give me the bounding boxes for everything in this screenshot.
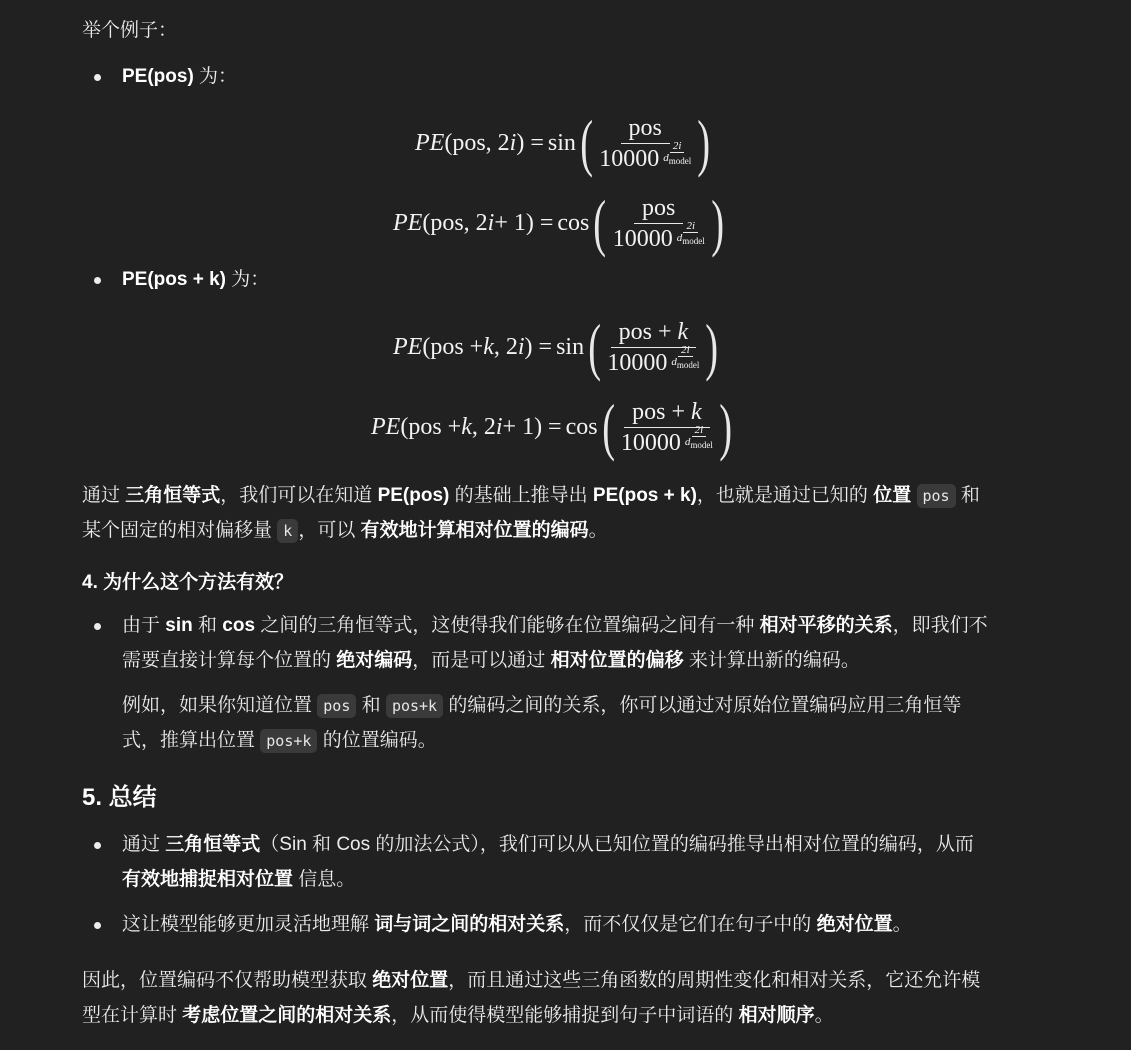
inline-code: k <box>277 519 298 543</box>
intro-text: 举个例子： <box>82 20 178 41</box>
inline-code: pos <box>917 484 956 508</box>
heading-section-5: 5. 总结 <box>82 784 157 811</box>
inline-code: pos <box>317 694 356 718</box>
section4-example-line1: 例如，如果你知道位置 pos 和 pos+k 的编码之间的关系，你可以通过对原始位置编码应用三角恒等 <box>122 695 962 716</box>
equation-pe-k-sin: PE (pos + k , 2 i ) = sin ( pos + k 10000 2i $d_{model}$ ) <box>393 311 719 382</box>
bullet-dot <box>94 74 101 81</box>
equation-pe-cos: PE (pos, 2 i + 1) = cos ( pos 10000 2i $d_{model}$ ) <box>393 187 724 258</box>
conclusion-line2: 型在计算时 考虑位置之间的相对关系，从而使得模型能够捕捉到句子中词语的 相对顺序。 <box>82 1005 834 1026</box>
section4-bullet-line1: 由于 sin 和 cos 之间的三角恒等式，这使得我们能够在位置编码之间有一种 相对平移的关系，即我们不 <box>122 615 988 636</box>
bullet-dot <box>94 277 101 284</box>
equation-pe-k-cos: PE (pos + k , 2 i + 1) = cos ( pos + k 10000 2i $d_{model}$ ) <box>371 391 732 462</box>
equation-pe-sin: PE (pos, 2 i ) = sin ( pos 10000 2i $d_{model}$ ) <box>415 107 711 178</box>
section5-bullet1-line1: 通过 三角恒等式（Sin 和 Cos 的加法公式），我们可以从已知位置的编码推导出相对位置的编码，从而 <box>122 834 974 855</box>
section5-bullet1-line2: 有效地捕捉相对位置 信息。 <box>122 869 356 890</box>
paragraph-identity-line2: 某个固定的相对偏移量 k ，可以 有效地计算相对位置的编码。 <box>82 520 608 541</box>
heading-section-4: 4. 为什么这个方法有效？ <box>82 572 294 593</box>
section4-example-line2: 式，推算出位置 pos+k 的位置编码。 <box>122 730 437 751</box>
bullet-pe-pos: PE(pos) 为： <box>122 66 238 87</box>
bullet-pe-pos-k: PE(pos + k) 为： <box>122 269 270 290</box>
inline-code: pos+k <box>260 729 317 753</box>
bullet-dot <box>94 922 101 929</box>
section5-bullet2: 这让模型能够更加灵活地理解 词与词之间的相对关系，而不仅仅是它们在句子中的 绝对位置。 <box>122 914 912 935</box>
bullet-dot <box>94 623 101 630</box>
section4-bullet-line2: 需要直接计算每个位置的 绝对编码，而是可以通过 相对位置的偏移 来计算出新的编码。 <box>122 650 860 671</box>
paragraph-identity-line1: 通过 三角恒等式，我们可以在知道 PE(pos) 的基础上推导出 PE(pos + k)，也就是通过已知的 位置 pos 和 <box>82 485 980 506</box>
inline-code: pos+k <box>386 694 443 718</box>
bullet-dot <box>94 842 101 849</box>
conclusion-line1: 因此，位置编码不仅帮助模型获取 绝对位置，而且通过这些三角函数的周期性变化和相对关系，它还允许模 <box>82 970 981 991</box>
